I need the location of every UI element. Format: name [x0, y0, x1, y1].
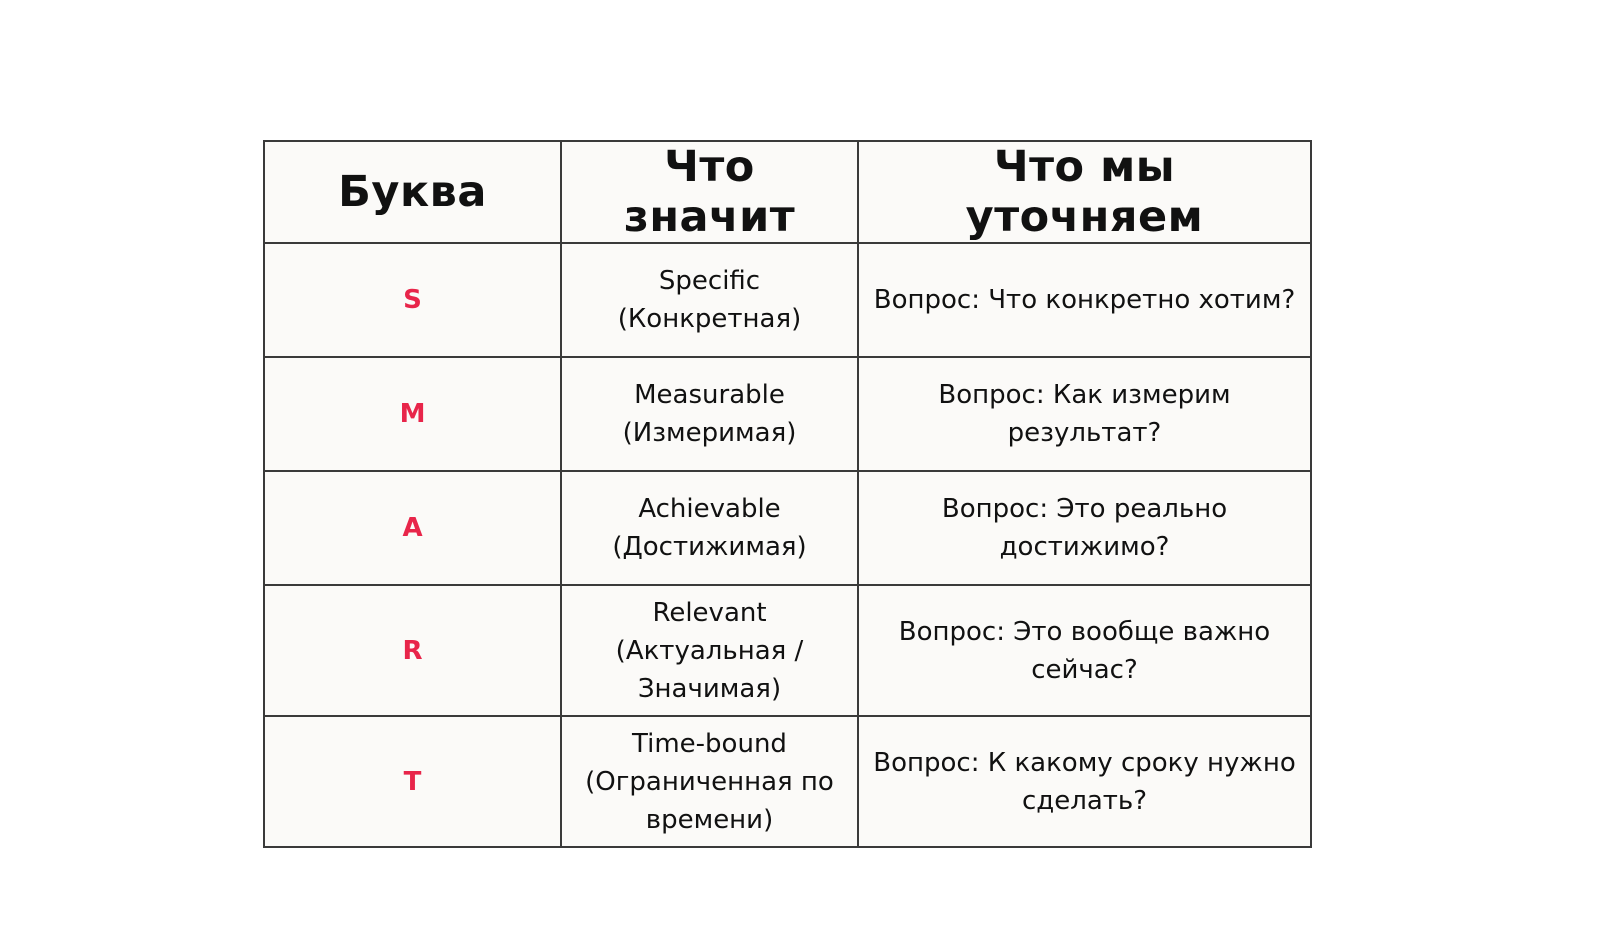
meaning-cell	[561, 357, 858, 471]
question-cell	[858, 471, 1311, 585]
letter-cell: S	[264, 243, 561, 357]
meaning-line: (Ограниченная по	[585, 766, 834, 797]
meaning-cell	[561, 716, 858, 847]
meaning-cell	[561, 243, 858, 357]
table-row-a	[264, 471, 1311, 585]
meaning-line: Achievable	[638, 494, 781, 524]
header-letter: Буква	[264, 141, 561, 243]
table-row-r	[264, 585, 1311, 716]
header-row	[264, 141, 1311, 243]
meaning-line: Значимая)	[637, 673, 782, 704]
meaning-line: Measurable	[634, 380, 785, 410]
meaning-line: Relevant	[652, 597, 767, 628]
header-question: Что мы уточняем	[858, 141, 1311, 243]
question-cell	[858, 585, 1311, 716]
meaning-line: (Актуальная /	[615, 635, 804, 666]
question-line: достижимо?	[999, 532, 1170, 562]
question-line: Вопрос: Что конкретно хотим?	[873, 285, 1296, 315]
meaning-cell	[561, 471, 858, 585]
table-row-s	[264, 243, 1311, 357]
question-line: сделать?	[1021, 785, 1148, 816]
question-line: Вопрос: К какому сроку нужно	[873, 747, 1296, 778]
question-line: сейчас?	[1031, 654, 1138, 685]
meaning-line: Time-bound	[632, 728, 787, 759]
question-line: Вопрос: Как измерим результат?	[938, 380, 1231, 448]
question-cell	[858, 357, 1311, 471]
question-cell	[858, 716, 1311, 847]
meaning-cell	[561, 585, 858, 716]
question-cell	[858, 243, 1311, 357]
letter-cell: A	[264, 471, 561, 585]
table-row-m	[264, 357, 1311, 471]
meaning-line: времени)	[645, 804, 774, 835]
question-line: Вопрос: Это вообще важно	[898, 616, 1271, 647]
meaning-line: (Достижимая)	[612, 532, 807, 562]
meaning-line: (Измеримая)	[622, 418, 797, 448]
meaning-line: (Конкретная)	[617, 304, 802, 334]
meaning-line: Specific	[658, 266, 761, 296]
smart-table	[263, 140, 1312, 848]
letter-cell: T	[264, 716, 561, 847]
table-row-t	[264, 716, 1311, 847]
letter-cell: R	[264, 585, 561, 716]
letter-cell: M	[264, 357, 561, 471]
header-meaning: Что значит	[561, 141, 858, 243]
question-line: Вопрос: Это реально	[941, 494, 1228, 524]
